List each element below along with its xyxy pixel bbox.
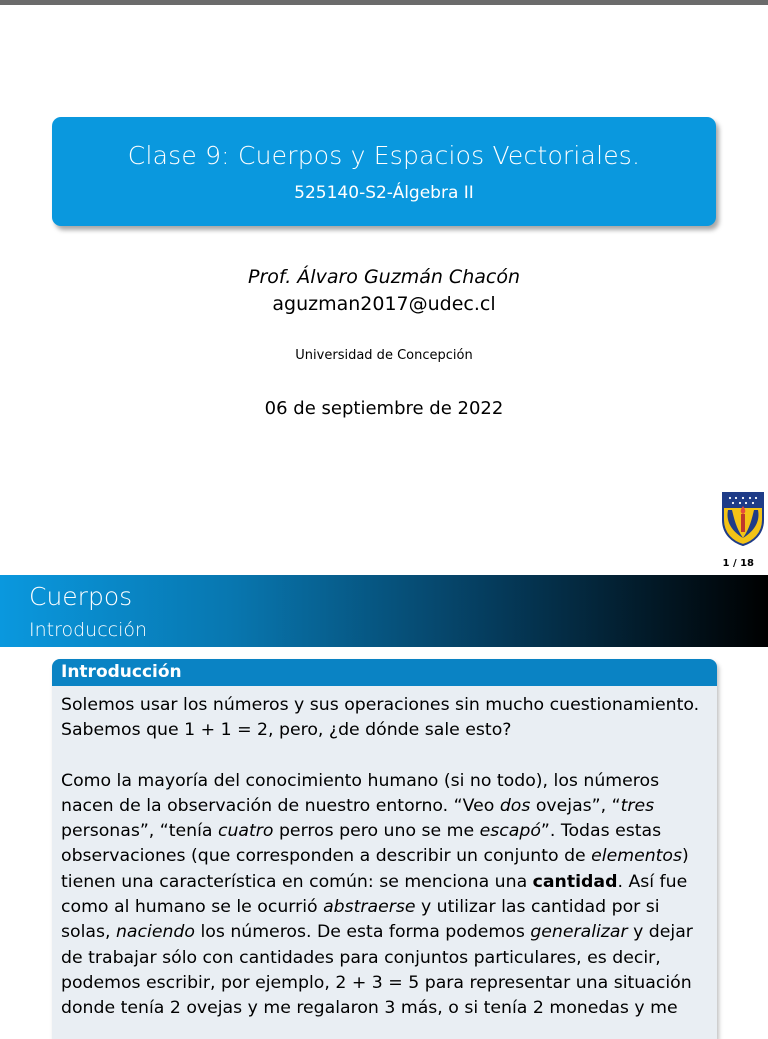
text-span: ) tienen una característica en común: se menciona una <box>61 846 689 892</box>
emphasis: dos <box>499 795 531 816</box>
math-expression: 1 + 1 = 2 <box>184 720 269 741</box>
frame-subtitle: Introducción <box>29 619 148 641</box>
emphasis: naciendo <box>115 922 195 943</box>
paragraph-2 <box>61 769 707 1022</box>
text-span: . Así fue como al humano se le ocurrió <box>61 871 688 918</box>
block-title: Introducción <box>52 659 717 686</box>
emphasis: elementos <box>591 846 683 867</box>
block-body <box>52 686 717 1022</box>
text-span: para representar una situación donde tenía 2 ovejas y me regalaron 3 más, o si tenía 2 monedas y me <box>61 972 692 1019</box>
text-span: Como la mayoría del conocimiento humano (si no todo), los números nacen de la observación de nuestro entorno. “Veo <box>61 770 660 816</box>
text-span: ovejas”, “ <box>530 795 621 816</box>
frame-header <box>0 575 768 647</box>
presentation-date: 06 de septiembre de 2022 <box>264 398 504 419</box>
text-span: perros pero uno se me <box>273 821 480 842</box>
math-expression: 2 + 3 = 5 <box>335 972 420 993</box>
text-span: personas”, “tenía <box>61 821 218 842</box>
university-shield-icon <box>720 490 766 546</box>
frame-title: Cuerpos <box>29 582 133 611</box>
title-block <box>52 117 716 226</box>
paragraph-1 <box>61 693 707 744</box>
text-span: los números. De esta forma podemos <box>194 922 531 943</box>
emphasis: tres <box>620 795 655 816</box>
author-name: Prof. Álvaro Guzmán Chacón <box>247 266 520 288</box>
institution: Universidad de Concepción <box>295 348 473 363</box>
text-span: , pero, ¿de dónde sale esto? <box>268 720 512 741</box>
text-span: Solemos usar los números y sus operaciones sin mucho cuestionamiento. Sabemos que <box>61 695 700 741</box>
bold-term: cantidad <box>532 871 618 892</box>
intro-block <box>52 659 717 1039</box>
presentation-subtitle: 525140-S2-Álgebra II <box>294 183 474 203</box>
top-border <box>0 0 768 5</box>
text-span: y dejar de trabajar sólo con cantidades para conjuntos particulares, es decir, podemos escribir, por ejemplo, <box>61 922 693 993</box>
author-email: aguzman2017@udec.cl <box>272 293 496 315</box>
text-span: y utilizar las cantidad por si solas, <box>61 897 660 943</box>
presentation-title: Clase 9: Cuerpos y Espacios Vectoriales. <box>127 141 641 170</box>
emphasis: cuatro <box>217 821 274 842</box>
page-number: 1 / 18 <box>722 558 754 569</box>
emphasis: generalizar <box>530 922 628 943</box>
text-span: ”. Todas estas observaciones (que corresponden a describir un conjunto de <box>61 821 662 867</box>
emphasis: abstraerse <box>323 897 416 918</box>
emphasis: escapó <box>479 821 541 842</box>
